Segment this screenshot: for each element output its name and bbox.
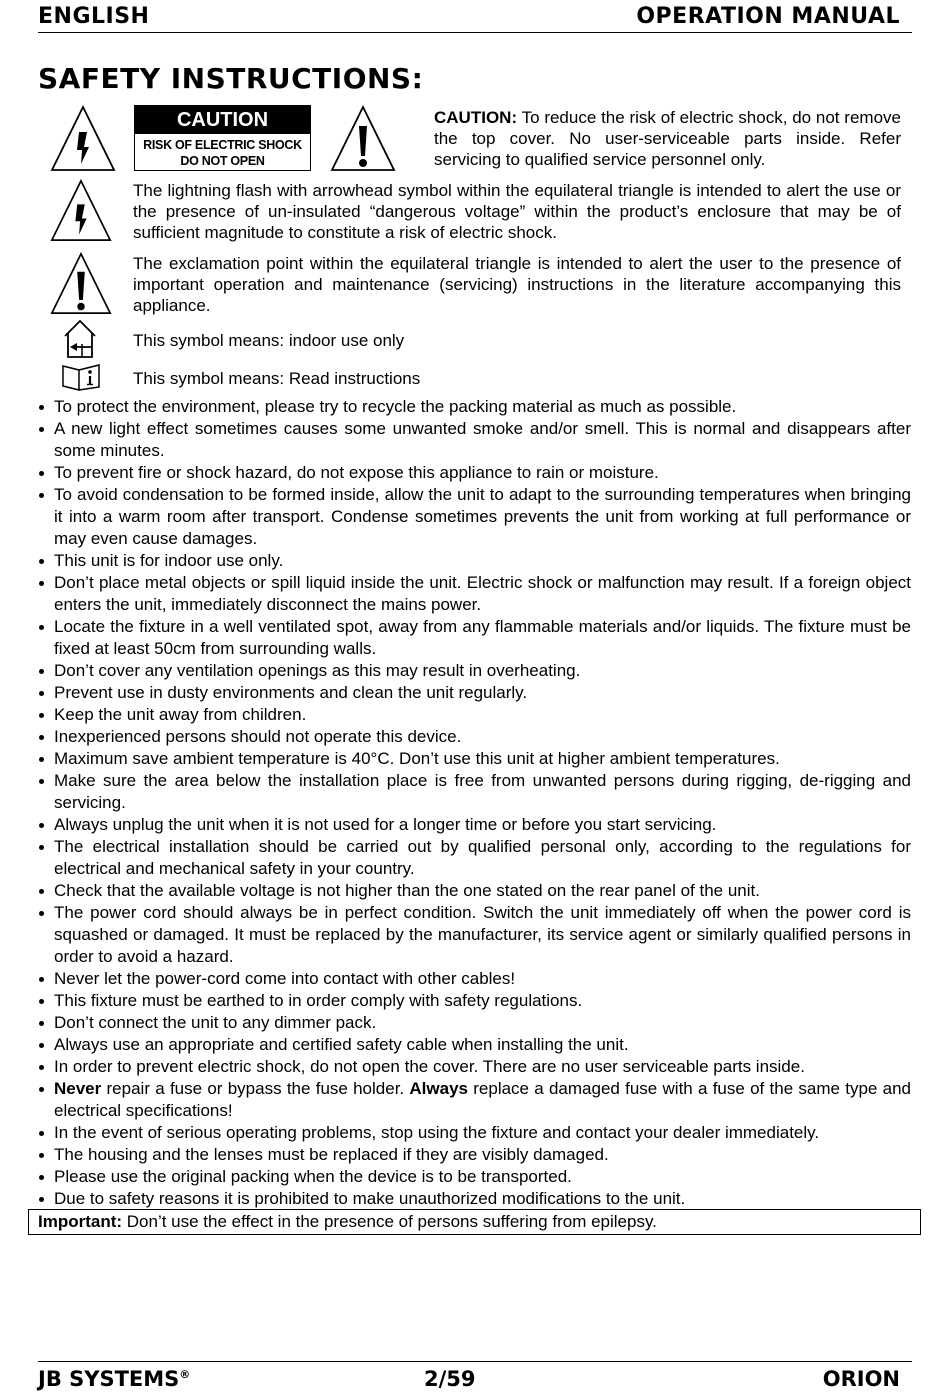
header-doc-type: OPERATION MANUAL — [636, 4, 900, 29]
caution-label-line1: RISK OF ELECTRIC SHOCK — [143, 138, 302, 152]
page-number: 2/59 — [424, 1367, 476, 1391]
exclamation-triangle-icon — [329, 104, 397, 172]
exclamation-symbol-text: The exclamation point within the equilateral triangle is intended to alert the user to the presence of important operation and maintenance (servicing) instructions in the literature accompanying this appliance. — [133, 254, 901, 315]
important-notice — [28, 1209, 921, 1235]
list-item: Make sure the area below the installation place is free from unwanted persons during rigging, de-rigging and servicing. — [34, 770, 911, 814]
fuse-always: Always — [409, 1079, 468, 1098]
footer-product: ORION — [822, 1367, 900, 1391]
indoor-symbol-text: This symbol means: indoor use only — [133, 331, 405, 350]
list-item: The housing and the lenses must be replaced if they are visibly damaged. — [34, 1144, 911, 1166]
fuse-part1: repair a fuse or bypass the fuse holder. — [101, 1079, 410, 1098]
page-title: SAFETY INSTRUCTIONS: — [38, 62, 424, 95]
safety-bullet-list — [34, 396, 911, 1210]
list-item: Check that the available voltage is not higher than the one stated on the rear panel of the unit. — [34, 880, 911, 902]
header-language: ENGLISH — [38, 4, 150, 29]
list-item: Inexperienced persons should not operate this device. — [34, 726, 911, 748]
lightning-triangle-icon — [49, 178, 113, 242]
list-item: A new light effect sometimes causes some unwanted smoke and/or smell. This is normal and disappears after some minutes. — [34, 418, 911, 462]
exclamation-triangle-icon — [49, 251, 113, 315]
registered-mark: ® — [179, 1368, 191, 1381]
caution-label — [134, 105, 311, 171]
read-manual-icon — [60, 362, 102, 392]
list-item: To protect the environment, please try to recycle the packing material as much as possible. — [34, 396, 911, 418]
page-footer — [38, 1361, 912, 1398]
caution-notice-body: To reduce the risk of electric shock, do not remove the top cover. No user-serviceable parts inside. Refer servicing to qualified service personnel only. — [434, 108, 901, 169]
important-text: Don’t use the effect in the presence of persons suffering from epilepsy. — [122, 1212, 657, 1231]
list-item: Locate the fixture in a well ventilated spot, away from any flammable materials and/or liquids. The fixture must be fixed at least 50cm from surrounding walls. — [34, 616, 911, 660]
list-item: Never let the power-cord come into contact with other cables! — [34, 968, 911, 990]
list-item: Always unplug the unit when it is not used for a longer time or before you start servicing. — [34, 814, 911, 836]
list-item: To prevent fire or shock hazard, do not expose this appliance to rain or moisture. — [34, 462, 911, 484]
list-item: The power cord should always be in perfect condition. Switch the unit immediately off when the power cord is squashed or damaged. It must be replaced by the manufacturer, its service agent or similarly qualified persons in order to avoid a hazard. — [34, 902, 911, 968]
fuse-part2: replace a damaged fuse with a fuse of the same type and electrical specifications! — [54, 1079, 911, 1120]
important-label: Important: — [38, 1212, 123, 1231]
footer-brand — [38, 1367, 190, 1391]
list-item: Due to safety reasons it is prohibited to make unauthorized modifications to the unit. — [34, 1188, 911, 1210]
list-item: Don’t connect the unit to any dimmer pack. — [34, 1012, 911, 1034]
read-symbol-text: This symbol means: Read instructions — [133, 369, 421, 388]
fuse-never: Never — [54, 1079, 102, 1098]
list-item-fuse — [34, 1078, 911, 1122]
list-item: Always use an appropriate and certified safety cable when installing the unit. — [34, 1034, 911, 1056]
house-indoor-icon — [62, 318, 98, 360]
list-item: This unit is for indoor use only. — [34, 550, 911, 572]
list-item: In order to prevent electric shock, do not open the cover. There are no user serviceable parts inside. — [34, 1056, 911, 1078]
list-item: In the event of serious operating problems, stop using the fixture and contact your dealer immediately. — [34, 1122, 911, 1144]
list-item: Prevent use in dusty environments and clean the unit regularly. — [34, 682, 911, 704]
list-item: This fixture must be earthed to in order comply with safety regulations. — [34, 990, 911, 1012]
list-item: Don’t cover any ventilation openings as this may result in overheating. — [34, 660, 911, 682]
footer-brand-name: JB SYSTEMS — [38, 1367, 180, 1391]
list-item: Keep the unit away from children. — [34, 704, 911, 726]
caution-notice-lead: CAUTION: — [434, 108, 518, 127]
list-item: Maximum save ambient temperature is 40°C. Don’t use this unit at higher ambient temperatures. — [34, 748, 911, 770]
list-item: The electrical installation should be carried out by qualified personal only, according to the regulations for electrical and mechanical safety in your country. — [34, 836, 911, 880]
caution-notice — [434, 107, 901, 170]
list-item: Don’t place metal objects or spill liquid inside the unit. Electric shock or malfunction may result. If a foreign object enters the unit, immediately disconnect the mains power. — [34, 572, 911, 616]
list-item: Please use the original packing when the device is to be transported. — [34, 1166, 911, 1188]
page-header — [38, 0, 912, 33]
caution-label-line2: DO NOT OPEN — [180, 154, 265, 168]
lightning-triangle-icon — [49, 104, 117, 172]
caution-label-heading: CAUTION — [135, 106, 310, 134]
lightning-symbol-text: The lightning flash with arrowhead symbol within the equilateral triangle is intended to alert the use or the presence of un-insulated “dangerous voltage” within the product’s enclosure that may be of sufficient magnitude to constitute a risk of electric shock. — [133, 181, 901, 242]
list-item: To avoid condensation to be formed inside, allow the unit to adapt to the surrounding temperatures when bringing it into a warm room after transport. Condense sometimes prevents the unit from working at full performance or may even cause damages. — [34, 484, 911, 550]
